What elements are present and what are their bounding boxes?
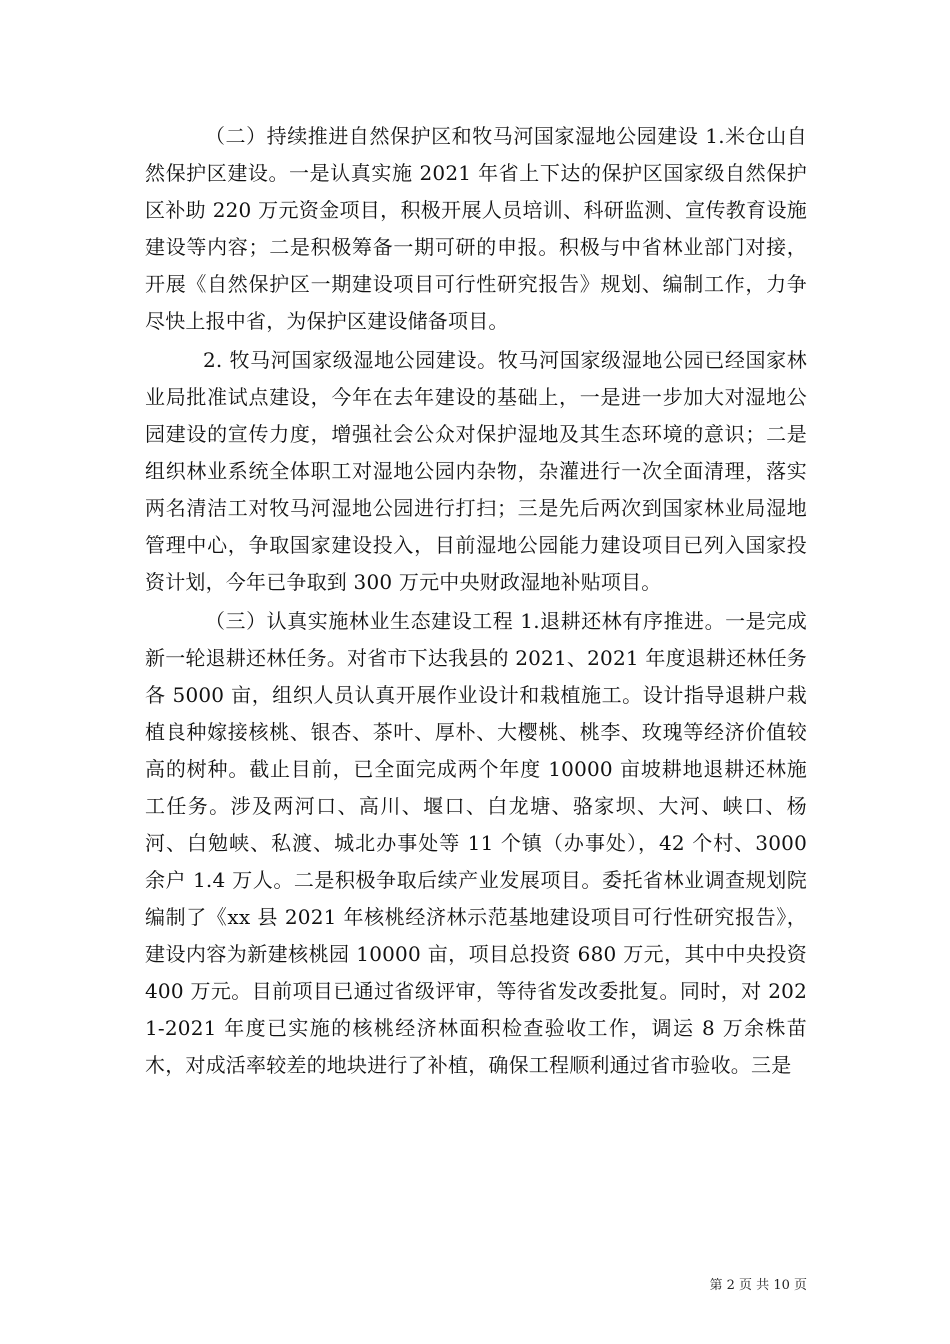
page-number-footer: 第 2 页 共 10 页 xyxy=(709,1278,807,1293)
paragraph-ecological-project: （三）认真实施林业生态建设工程 1.退耕还林有序推进。一是完成新一轮退耕还林任务。对省市下达我县的 2021、2021 年度退耕还林任务各 5000 亩，组织人员认真开展作业设计和栽植施工。设计指导退耕户栽植良种嫁接核桃、银杏、茶叶、厚朴、大樱桃、桃李、玫瑰等经济价值较高的树种。截止目前，已全面完成两个年度 10000 亩坡耕地退耕还林施工任务。涉及两河口、高川、堰口、白龙塘、骆家坝、大河、峡口、杨河、白勉峡、私渡、城北办事处等 11 个镇（办事处），42 个村、3000 余户 1.4 万人。二是积极争取后续产业发展项目。委托省林业调查规划院编制了《xx 县 2021 年核桃经济林示范基地建设项目可行性研究报告》，建设内容为新建核桃园 10000 亩，项目总投资 680 万元，其中中央投资 400 万元。目前项目已通过省级评审，等待省发改委批复。同时，对 2021-2021 年度已实施的核桃经济林面积检查验收工作，调运 8 万余株苗木，对成活率较差的地块进行了补植，确保工程顺利通过省市验收。三是 xyxy=(145,609,807,1077)
paragraph-wetland-park: 2. 牧马河国家级湿地公园建设。牧马河国家级湿地公园已经国家林业局批准试点建设，今年在去年建设的基础上，一是进一步加大对湿地公园建设的宣传力度，增强社会公众对保护湿地及其生态环境的意识；二是组织林业系统全体职工对湿地公园内杂物，杂灌进行一次全面清理，落实两名清洁工对牧马河湿地公园进行打扫；三是先后两次到国家林业局湿地管理中心，争取国家建设投入，目前湿地公园能力建设项目已列入国家投资计划，今年已争取到 300 万元中央财政湿地补贴项目。 xyxy=(145,348,807,594)
paragraph-nature-reserve: （二）持续推进自然保护区和牧马河国家湿地公园建设 1.米仓山自然保护区建设。一是认真实施 2021 年省上下达的保护区国家级自然保护区补助 220 万元资金项目，积极开展人员培训、科研监测、宣传教育设施建设等内容；二是积极筹备一期可研的申报。积极与中省林业部门对接，开展《自然保护区一期建设项目可行性研究报告》规划、编制工作，力争尽快上报中省，为保护区建设储备项目。 xyxy=(145,124,807,333)
document-body xyxy=(145,118,807,1086)
